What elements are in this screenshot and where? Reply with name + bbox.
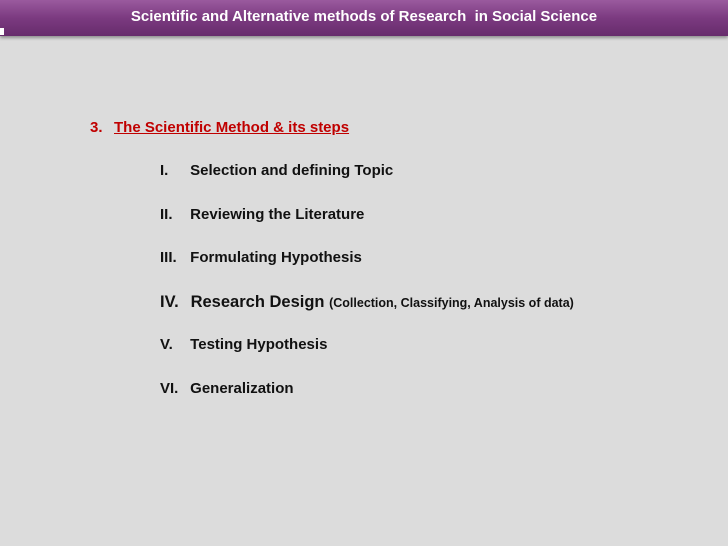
step-numeral: VI. bbox=[160, 379, 179, 397]
step-numeral: II. bbox=[160, 205, 173, 223]
step-text: Testing Hypothesis bbox=[190, 336, 328, 353]
step-text: Generalization bbox=[190, 379, 294, 397]
step-text: Selection and defining Topic bbox=[190, 162, 394, 179]
step-item bbox=[160, 293, 574, 337]
step-item bbox=[160, 162, 574, 206]
section-heading bbox=[90, 119, 349, 136]
step-numeral: I. bbox=[160, 162, 169, 179]
slide-title: Scientific and Alternative methods of Research in Social Science bbox=[130, 8, 598, 25]
step-item bbox=[160, 380, 574, 424]
step-numeral: III. bbox=[160, 249, 177, 266]
step-numeral: IV. bbox=[160, 292, 179, 311]
steps-list bbox=[160, 162, 574, 423]
step-item bbox=[160, 336, 574, 380]
title-bar bbox=[0, 0, 728, 36]
step-item bbox=[160, 249, 574, 293]
step-text: Formulating Hypothesis bbox=[190, 249, 362, 266]
step-note: (Collection, Classifying, Analysis of data) bbox=[329, 295, 574, 310]
step-text: Research Design bbox=[190, 292, 325, 311]
step-numeral: V. bbox=[160, 336, 173, 353]
corner-mark bbox=[0, 28, 4, 35]
section-heading-text: The Scientific Method & its steps bbox=[114, 119, 350, 136]
step-text: Reviewing the Literature bbox=[190, 205, 365, 223]
step-item bbox=[160, 206, 574, 250]
section-number: 3. bbox=[90, 119, 103, 136]
